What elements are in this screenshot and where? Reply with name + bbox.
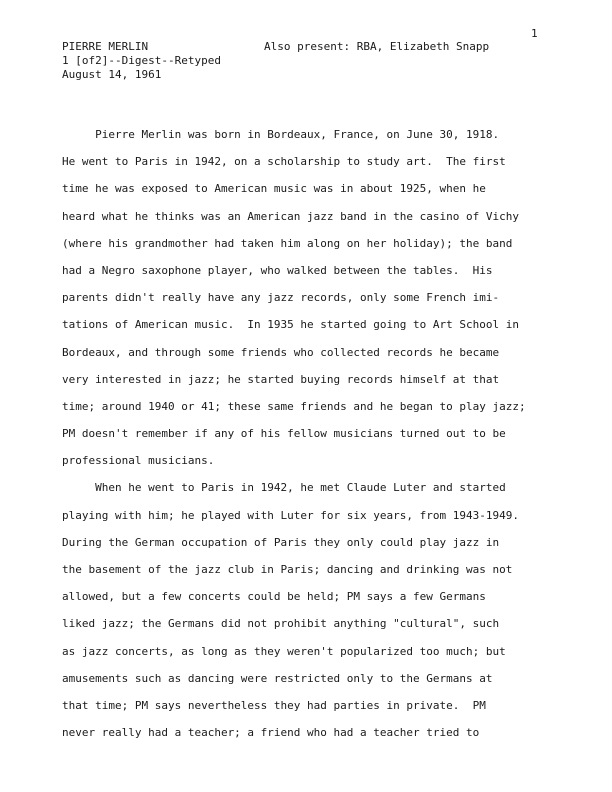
also-present: Also present: RBA, Elizabeth Snapp [264, 40, 490, 53]
body-line: playing with him; he played with Luter for six years, from 1943-1949. [62, 508, 519, 522]
body-line: PM doesn't remember if any of his fellow musicians turned out to be [62, 427, 506, 441]
body-line: Bordeaux, and through some friends who collected records he became [62, 345, 500, 359]
body-line: When he went to Paris in 1942, he met Claude Luter and started [62, 481, 506, 495]
body-line: liked jazz; the Germans did not prohibit anything "cultural", such [62, 617, 500, 631]
header-block [62, 40, 221, 82]
body-line: professional musicians. [62, 454, 215, 468]
body-line: parents didn't really have any jazz records, only some French imi- [62, 291, 500, 305]
body-line: During the German occupation of Paris they only could play jazz in [62, 535, 500, 549]
body-line: Pierre Merlin was born in Bordeaux, France, on June 30, 1918. [62, 128, 500, 141]
body-line: time; around 1940 or 41; these same friends and he began to play jazz; [62, 399, 526, 413]
body-line: very interested in jazz; he started buying records himself at that [62, 372, 500, 386]
body-line: amusements such as dancing were restricted only to the Germans at [62, 671, 493, 685]
body-line: as jazz concerts, as long as they weren't popularized too much; but [62, 644, 506, 658]
body-line: He went to Paris in 1942, on a scholarship to study art. The first [62, 155, 506, 169]
body-line: the basement of the jazz club in Paris; dancing and drinking was not [62, 563, 513, 576]
body-line: allowed, but a few concerts could be held; PM says a few Germans [62, 590, 486, 604]
body-line: time he was exposed to American music was in about 1925, when he [62, 182, 486, 196]
interviewee-name: PIERRE MERLIN [62, 40, 149, 53]
body-line: had a Negro saxophone player, who walked between the tables. His [62, 263, 493, 277]
interview-date: August 14, 1961 [62, 68, 162, 81]
body-line: heard what he thinks was an American jazz band in the casino of Vichy [62, 209, 519, 223]
reel-info: 1 [of2]--Digest--Retyped [62, 54, 221, 67]
body-line: never really had a teacher; a friend who had a teacher tried to [62, 726, 480, 740]
body-line: (where his grandmother had taken him along on her holiday); the band [62, 236, 513, 250]
body-line: that time; PM says nevertheless they had parties in private. PM [62, 698, 486, 712]
body-line: tations of American music. In 1935 he started going to Art School in [62, 318, 519, 332]
page-number: 1 [531, 27, 538, 40]
transcript-body [62, 121, 526, 746]
